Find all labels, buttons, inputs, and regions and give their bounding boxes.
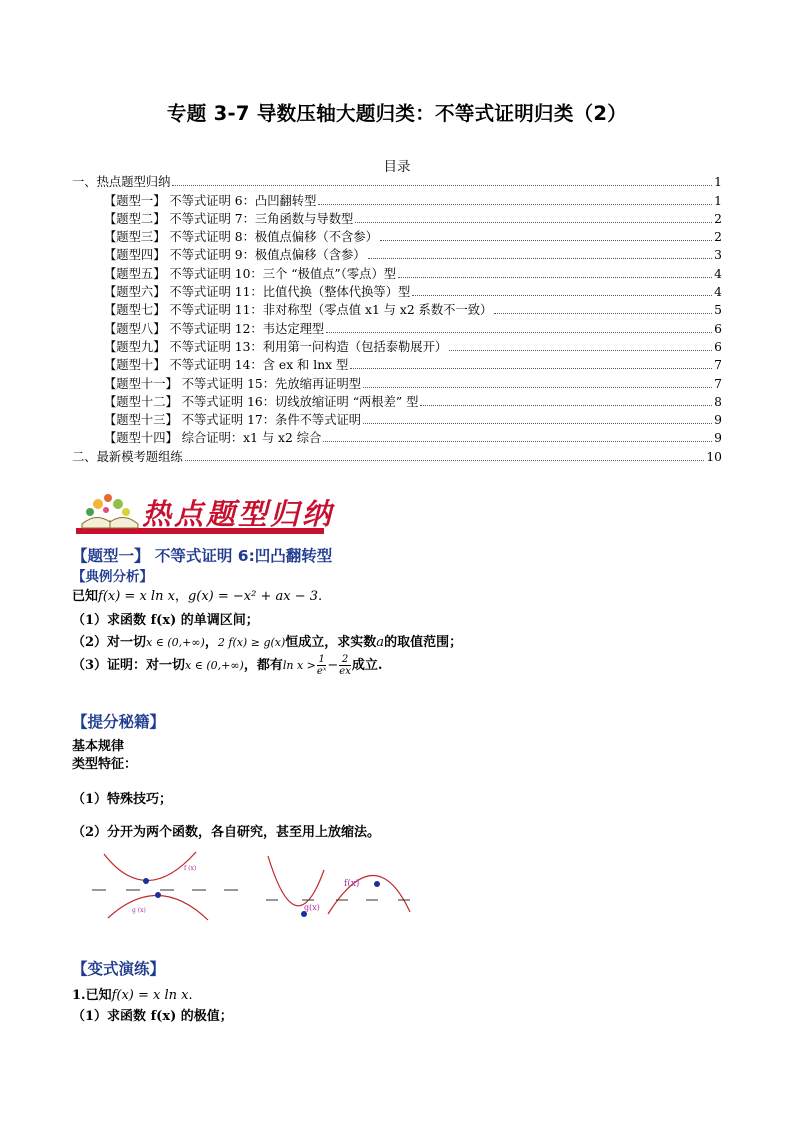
part2-var: a: [376, 635, 385, 650]
toc-entry-page: 7: [714, 376, 722, 391]
exercise-1-part-1: （1）求函数 f(x) 的极值；: [72, 1009, 233, 1024]
toc-entry[interactable]: [72, 246, 722, 264]
toc-heading: 目录: [383, 159, 411, 175]
tips-label: 【提分秘籍】: [72, 713, 166, 731]
toc-entry[interactable]: [72, 338, 722, 356]
fraction-2: [339, 654, 351, 677]
toc-entry[interactable]: [72, 447, 722, 465]
toc-leader-dots: [323, 440, 712, 442]
frac2-den: ex: [339, 666, 351, 677]
toc-entry-label: 二、最新模考题组练: [72, 449, 183, 464]
part2-a: （2）对一切: [72, 635, 147, 650]
given-line: [72, 585, 322, 604]
tangent-point-bottom: [155, 892, 161, 898]
toc-entry-label: 【题型六】 不等式证明 11：比值代换（整体代换等）型: [104, 285, 411, 300]
ex1-prefix: 1.已知: [72, 988, 112, 1003]
part3-b: ，都有: [243, 658, 283, 673]
toc-entry-label: 【题型十四】 综合证明：x1 与 x2 综合: [104, 431, 322, 446]
fraction-1: [317, 654, 326, 677]
part3-c: 成立.: [351, 658, 383, 673]
part2-ineq: 2 f(x) ≥ g(x): [217, 636, 286, 649]
type-feature: 类型特征：: [72, 757, 138, 772]
part3-lhs: ln x >: [282, 659, 316, 672]
given-g: g(x) = −x² + ax − 3: [187, 589, 318, 604]
frac1-num: 1: [318, 654, 325, 665]
toc-entry[interactable]: [72, 356, 722, 374]
toc-entry[interactable]: [72, 173, 722, 191]
given-prefix: 已知: [72, 589, 99, 604]
toc-entry-label: 【题型九】 不等式证明 13：利用第一问构造（包括泰勒展开）: [104, 339, 448, 354]
toc-entry-label: 【题型四】 不等式证明 9：极值点偏移（含参）: [104, 248, 366, 263]
toc-entry-page: 8: [714, 394, 722, 409]
part2-domain: x ∈ (0,+∞): [146, 636, 205, 649]
concave-convex-graph-left: [88, 848, 248, 922]
toc-entry-page: 6: [714, 339, 722, 354]
banner-text: 热点题型归纳: [142, 497, 335, 531]
toc-leader-dots: [363, 422, 712, 424]
toc-leader-dots: [350, 367, 712, 369]
concave-convex-graph-right: [262, 848, 422, 922]
frac1-den: eˣ: [316, 666, 327, 677]
part-1: （1）求函数 f(x) 的单调区间；: [72, 613, 259, 628]
toc-leader-dots: [172, 184, 712, 186]
part2-d: 的取值范围；: [384, 635, 463, 650]
toc-leader-dots: [380, 239, 712, 241]
basic-rule: 基本规律: [72, 739, 125, 754]
toc-leader-dots: [449, 349, 712, 351]
toc-entry-page: 1: [714, 193, 722, 208]
toc-leader-dots: [412, 294, 712, 296]
toc-leader-dots: [494, 312, 712, 314]
toc-entry-label: 【题型三】 不等式证明 8：极值点偏移（不含参）: [104, 230, 378, 245]
toc-entry[interactable]: [72, 411, 722, 429]
toc-entry-page: 5: [714, 303, 722, 318]
toc-entry-page: 3: [714, 248, 722, 263]
ex1-f: f(x) = x ln x: [111, 988, 189, 1003]
toc-entry-label: 【题型十一】 不等式证明 15：先放缩再证明型: [104, 376, 362, 391]
part-3: [72, 654, 382, 677]
toc-entry[interactable]: [72, 191, 722, 209]
toc-leader-dots: [398, 276, 712, 278]
given-sep: ，: [174, 589, 188, 604]
toc-entry-label: 【题型十二】 不等式证明 16：切线放缩证明 “两根差” 型: [104, 394, 419, 409]
frac2-num: 2: [339, 654, 351, 666]
exercise-1: [72, 984, 193, 1003]
ex1-end: .: [188, 988, 193, 1003]
label-g-left: g (x): [132, 907, 146, 914]
toc-entry[interactable]: [72, 264, 722, 282]
part2-b: ，: [204, 635, 218, 650]
toc-entry[interactable]: [72, 393, 722, 411]
toc-entry-page: 9: [714, 431, 722, 446]
variant-label: 【变式演练】: [72, 960, 166, 978]
toc-entry-page: 4: [714, 285, 722, 300]
toc-entry[interactable]: [72, 228, 722, 246]
toc-entry-label: 【题型十三】 不等式证明 17：条件不等式证明: [104, 413, 362, 428]
label-f-left: f (x): [184, 865, 197, 872]
toc-leader-dots: [420, 404, 712, 406]
typical-analysis-label: 【典例分析】: [72, 569, 153, 585]
toc-entry-page: 1: [714, 175, 722, 190]
toc-entry[interactable]: [72, 210, 722, 228]
toc-entry[interactable]: [72, 301, 722, 319]
label-f-right: f(x): [344, 879, 360, 889]
given-f: f(x) = x ln x: [98, 589, 175, 604]
toc-entry[interactable]: [72, 319, 722, 337]
toc-leader-dots: [355, 221, 712, 223]
table-of-contents: [72, 173, 722, 466]
toc-entry-label: 【题型五】 不等式证明 10：三个 “极值点”（零点）型: [104, 266, 397, 281]
section-q1-heading: 【题型一】 不等式证明 6:凹凸翻转型: [72, 547, 333, 565]
toc-entry-page: 9: [714, 413, 722, 428]
toc-entry-label: 【题型十】 不等式证明 14：含 ex 和 lnx 型: [104, 358, 349, 373]
tip-1: （1）特殊技巧；: [72, 792, 173, 807]
part3-domain: x ∈ (0,+∞): [185, 659, 244, 672]
toc-leader-dots: [368, 257, 713, 259]
hot-topics-banner: [76, 490, 335, 538]
max-point: [374, 881, 380, 887]
toc-entry-label: 【题型八】 不等式证明 12：韦达定理型: [104, 321, 325, 336]
part-2: [72, 631, 462, 650]
toc-entry[interactable]: [72, 374, 722, 392]
page-title: 专题 3-7 导数压轴大题归类：不等式证明归类（2）: [166, 102, 628, 125]
toc-entry-page: 7: [714, 358, 722, 373]
toc-entry-label: 【题型七】 不等式证明 11：非对称型（零点值 x1 与 x2 系数不一致）: [104, 303, 493, 318]
toc-entry-label: 一、热点题型归纳: [72, 175, 171, 190]
toc-entry[interactable]: [72, 429, 722, 447]
tangent-point-top: [143, 878, 149, 884]
tip-2: （2）分开为两个函数，各自研究，甚至用上放缩法。: [72, 825, 381, 840]
label-g-right: g(x): [304, 903, 320, 912]
toc-leader-dots: [318, 203, 712, 205]
toc-entry-label: 【题型一】 不等式证明 6：凸凹翻转型: [104, 193, 317, 208]
toc-leader-dots: [363, 386, 712, 388]
part3-minus: −: [327, 658, 339, 673]
part3-a: （3）证明：对一切: [72, 658, 186, 673]
toc-leader-dots: [185, 459, 705, 461]
toc-entry-page: 2: [714, 211, 722, 226]
toc-entry-page: 6: [714, 321, 722, 336]
toc-entry-page: 4: [714, 266, 722, 281]
toc-entry-page: 2: [714, 230, 722, 245]
toc-entry[interactable]: [72, 283, 722, 301]
part2-c: 恒成立，求实数: [285, 635, 377, 650]
toc-entry-label: 【题型二】 不等式证明 7：三角函数与导数型: [104, 211, 354, 226]
toc-entry-page: 10: [706, 449, 722, 464]
given-end: .: [318, 589, 323, 604]
toc-leader-dots: [326, 331, 712, 333]
